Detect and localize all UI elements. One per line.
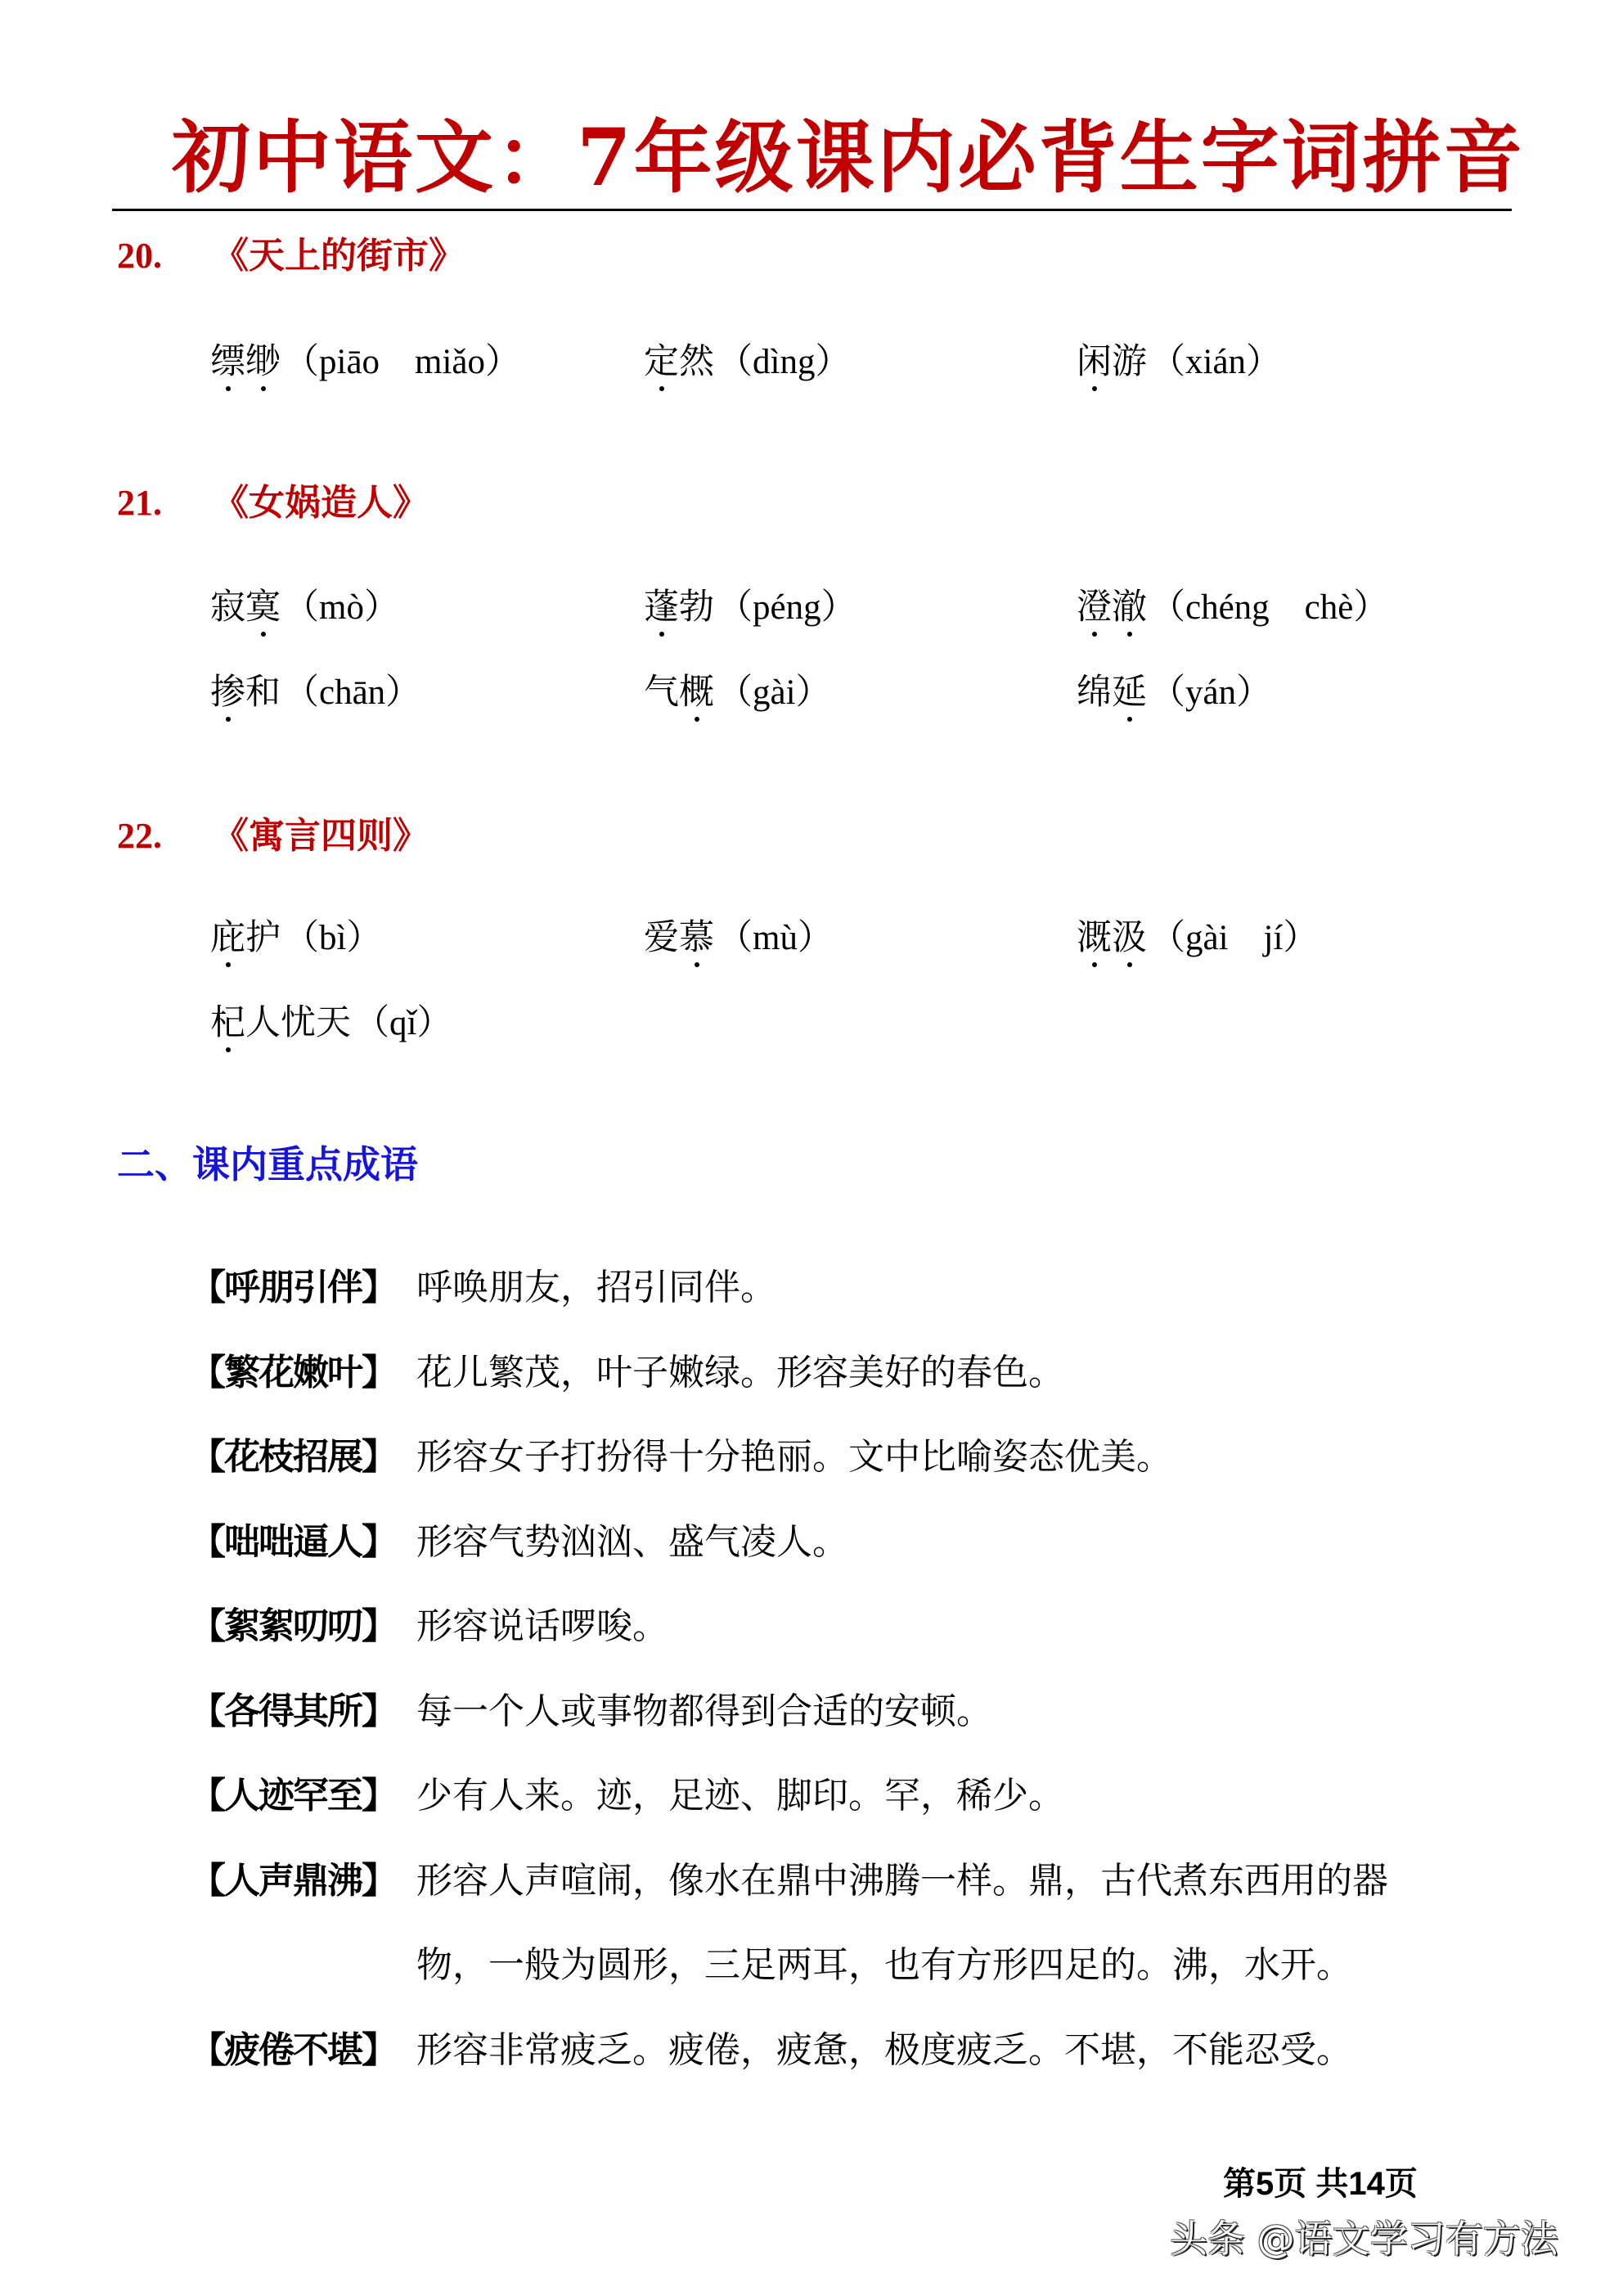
lesson-name: 《女娲造人》 [213, 483, 429, 523]
emphasized-char: 蓬 [644, 588, 679, 627]
vocab-char: 忧 [281, 1004, 316, 1042]
vocab-char: 气 [644, 673, 679, 712]
vocab-item [644, 673, 831, 714]
pinyin: （péng） [717, 588, 856, 627]
emphasized-char: 澈 [1112, 588, 1147, 627]
idiom-entry [190, 1521, 848, 1564]
idiom-entry [190, 1775, 1064, 1817]
vocab-char: 然 [679, 343, 714, 381]
pinyin: （chéng chè） [1150, 588, 1389, 627]
idiom-term: 【繁花嫩叶】 [190, 1351, 396, 1393]
idiom-entry [190, 1267, 776, 1309]
idiom-entry [190, 1944, 1352, 1987]
idiom-entry [190, 1352, 1064, 1394]
lesson-number: 20. [117, 236, 162, 276]
idiom-definition: 少有人来。迹，足迹、脚印。罕，稀少。 [416, 1775, 1064, 1817]
pinyin: （xián） [1150, 343, 1282, 381]
vocab-item [1077, 918, 1318, 959]
title-divider [112, 209, 1512, 211]
emphasized-char: 汲 [1112, 919, 1147, 957]
vocab-char: 绵 [1077, 673, 1112, 712]
pinyin: （mù） [717, 919, 833, 957]
emphasized-char: 溉 [1077, 919, 1112, 957]
emphasized-char: 延 [1112, 673, 1147, 712]
emphasized-char: 缥 [210, 343, 245, 381]
emphasized-char: 定 [644, 343, 679, 381]
idiom-term: 【各得其所】 [190, 1690, 396, 1732]
vocab-char: 和 [245, 673, 281, 712]
idiom-definition: 花儿繁茂，叶子嫩绿。形容美好的春色。 [416, 1351, 1064, 1393]
lesson-name: 《天上的街市》 [213, 236, 465, 276]
pinyin: （gài jí） [1150, 919, 1319, 957]
pinyin: （qǐ） [354, 1004, 452, 1042]
pinyin: （piāo miǎo） [284, 343, 521, 381]
idiom-definition: 每一个人或事物都得到合适的安顿。 [416, 1690, 992, 1732]
idiom-term: 【絮絮叨叨】 [190, 1605, 396, 1647]
idiom-entry [190, 1690, 992, 1733]
vocab-item [644, 918, 833, 959]
idiom-entry [190, 2029, 1352, 2072]
page-indicator: 第5页 共14页 [1223, 2166, 1418, 2202]
pinyin: （gài） [717, 673, 831, 712]
emphasized-char: 澄 [1077, 588, 1112, 627]
idiom-term: 【疲倦不堪】 [190, 2028, 396, 2071]
pinyin: （chān） [284, 673, 421, 712]
vocab-item [210, 673, 420, 714]
emphasized-char: 寞 [245, 588, 281, 627]
idiom-definition: 物，一般为圆形，三足两耳，也有方形四足的。沸，水开。 [416, 1944, 1352, 1986]
idiom-term: 【花枝招展】 [190, 1436, 396, 1478]
vocab-item [1077, 588, 1388, 628]
vocab-item [210, 918, 381, 959]
vocab-item [210, 588, 399, 628]
idiom-term: 【人迹罕至】 [190, 1775, 396, 1817]
idiom-entry [190, 1605, 668, 1648]
lesson-number: 22. [117, 816, 162, 856]
section-heading-idioms: 二、课内重点成语 [117, 1142, 418, 1186]
idiom-definition: 形容人声喧闹，像水在鼎中沸腾一样。鼎，古代煮东西用的器 [416, 1859, 1388, 1902]
vocab-item [210, 342, 520, 383]
vocab-char: 寂 [210, 588, 245, 627]
idiom-term: 【人声鼎沸】 [190, 1859, 396, 1902]
pinyin: （dìng） [717, 343, 851, 381]
idiom-definition: 形容非常疲乏。疲倦，疲惫，极度疲乏。不堪，不能忍受。 [416, 2028, 1352, 2071]
vocab-char: 护 [245, 919, 281, 957]
vocab-item [1077, 673, 1271, 714]
idiom-definition: 形容女子打扮得十分艳丽。文中比喻姿态优美。 [416, 1436, 1172, 1478]
vocab-char: 天 [316, 1004, 351, 1042]
lesson-header-22 [117, 816, 429, 857]
emphasized-char: 慕 [679, 919, 714, 957]
lesson-number: 21. [117, 483, 162, 523]
pinyin: （bì） [284, 919, 382, 957]
idiom-term: 【咄咄逼人】 [190, 1520, 396, 1563]
lesson-name: 《寓言四则》 [213, 816, 429, 856]
emphasized-char: 庇 [210, 919, 245, 957]
vocab-item [1077, 342, 1281, 383]
vocab-char: 游 [1112, 343, 1147, 381]
idiom-term: 【呼朋引伴】 [190, 1267, 396, 1308]
emphasized-char: 掺 [210, 673, 245, 712]
vocab-item [644, 588, 856, 628]
pinyin: （mò） [284, 588, 399, 627]
document-title: 初中语文：7年级课内必背生字词拼音 [172, 111, 1525, 204]
emphasized-char: 概 [679, 673, 714, 712]
vocab-char: 爱 [644, 919, 679, 957]
vocab-item [644, 342, 850, 383]
watermark: 头条 @语文学习有方法 [1170, 2217, 1558, 2261]
vocab-item [210, 1003, 452, 1044]
lesson-header-20 [117, 236, 465, 277]
vocab-char: 勃 [679, 588, 714, 627]
idiom-definition: 形容说话啰唆。 [416, 1605, 668, 1647]
idiom-definition: 形容气势汹汹、盛气凌人。 [416, 1520, 848, 1563]
emphasized-char: 缈 [245, 343, 281, 381]
emphasized-char: 杞 [210, 1004, 245, 1042]
lesson-header-21 [117, 483, 429, 524]
vocab-char: 人 [245, 1004, 281, 1042]
idiom-entry [190, 1436, 1172, 1479]
pinyin: （yán） [1150, 673, 1272, 712]
idiom-entry [190, 1860, 1388, 1902]
emphasized-char: 闲 [1077, 343, 1112, 381]
idiom-definition: 呼唤朋友，招引同伴。 [416, 1267, 776, 1308]
